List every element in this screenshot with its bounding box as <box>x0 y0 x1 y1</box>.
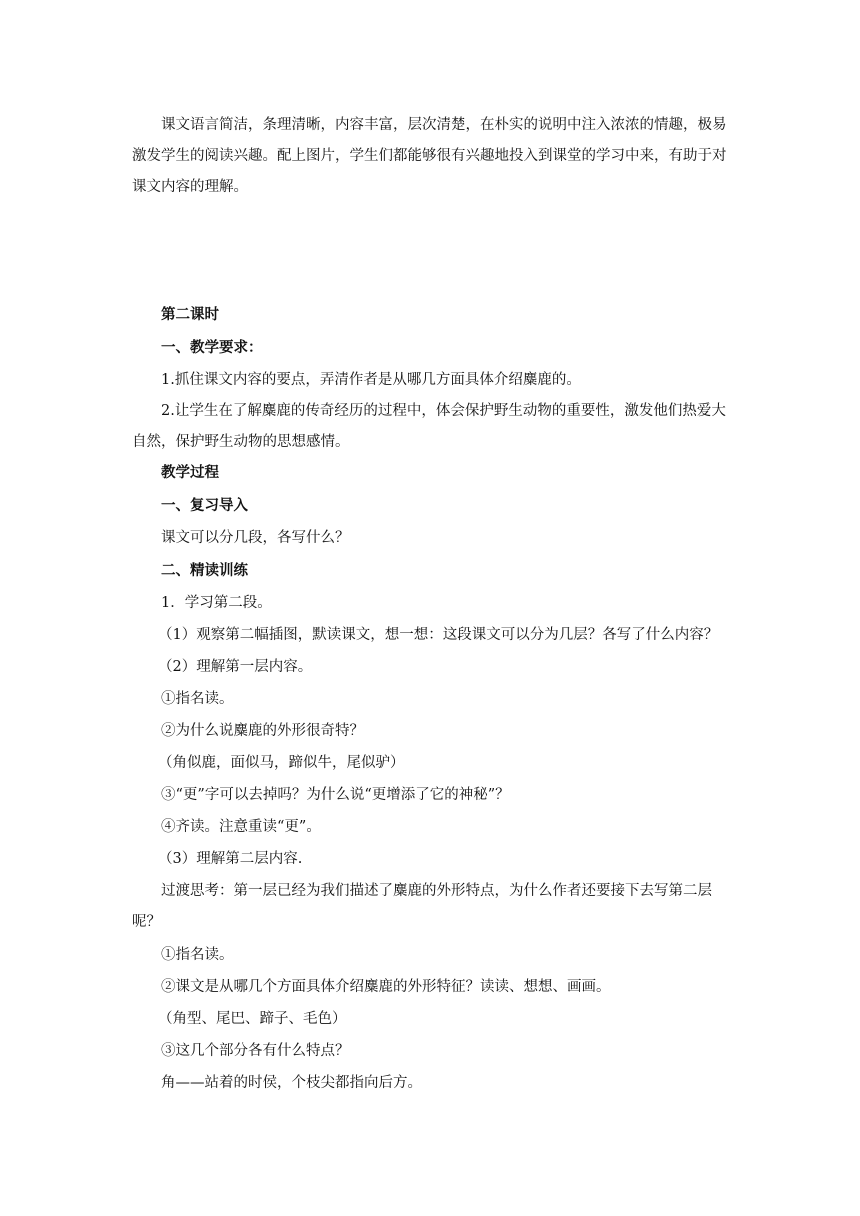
step-1-item-8: （3）理解第二层内容. <box>158 851 303 867</box>
step-1-item-4: ②为什么说麋鹿的外形很奇特？ <box>161 723 364 739</box>
step-1-item-5: （角似鹿，面似马，蹄似牛，尾似驴） <box>158 755 405 771</box>
summary-paragraph: 课文语言简洁，条理清晰，内容丰富，层次清楚，在朴实的说明中注入浓浓的情趣，极易激发学生的阅读兴趣。配上图片，学生们都能够很有兴趣地投入到课堂的学习中来，有助于对课文内容的理解。 <box>132 117 727 195</box>
reading-heading: 二、精读训练 <box>161 562 248 579</box>
step-1-item-12: ③这几个部分各有什么特点？ <box>161 1043 350 1059</box>
lesson-heading: 第二课时 <box>161 306 219 323</box>
step-1-item-10: ②课文是从哪几个方面具体介绍麋鹿的外形特征？读读、想想、画画。 <box>161 979 611 995</box>
step-1-item-2: （2）理解第一层内容。 <box>158 659 313 675</box>
step-1-item-11: （角型、尾巴、蹄子、毛色） <box>158 1011 347 1027</box>
step-1-item-1: （1）观察第二幅插图，默读课文，想一想：这段课文可以分为几层？各写了什么内容？ <box>158 627 719 643</box>
process-heading: 教学过程 <box>161 464 219 481</box>
step-1-item-3: ①指名读。 <box>161 691 234 707</box>
review-question: 课文可以分几段，各写什么？ <box>161 530 350 546</box>
transition-paragraph: 过渡思考：第一层已经为我们描述了麋鹿的外形特点，为什么作者还要接下去写第二层呢？ <box>132 883 712 930</box>
review-heading: 一、复习导入 <box>161 497 248 514</box>
requirement-1: 1.抓住课文内容的要点，弄清作者是从哪几方面具体介绍麋鹿的。 <box>161 372 581 388</box>
step-1-item-6: ③“更”字可以去掉吗？为什么说“更增添了它的神秘”？ <box>161 787 510 803</box>
requirement-2: 2.让学生在了解麋鹿的传奇经历的过程中，体会保护野生动物的重要性，激发他们热爱大自然，保护野生动物的思想感情。 <box>132 403 726 450</box>
step-1-item-13: 角——站着的时侯，个枝尖都指向后方。 <box>161 1075 422 1091</box>
step-1-item-9: ①指名读。 <box>161 947 234 963</box>
requirements-heading: 一、教学要求： <box>161 339 263 356</box>
step-1-item-7: ④齐读。注意重读“更”。 <box>161 819 321 835</box>
step-1: 1．学习第二段。 <box>161 595 272 611</box>
